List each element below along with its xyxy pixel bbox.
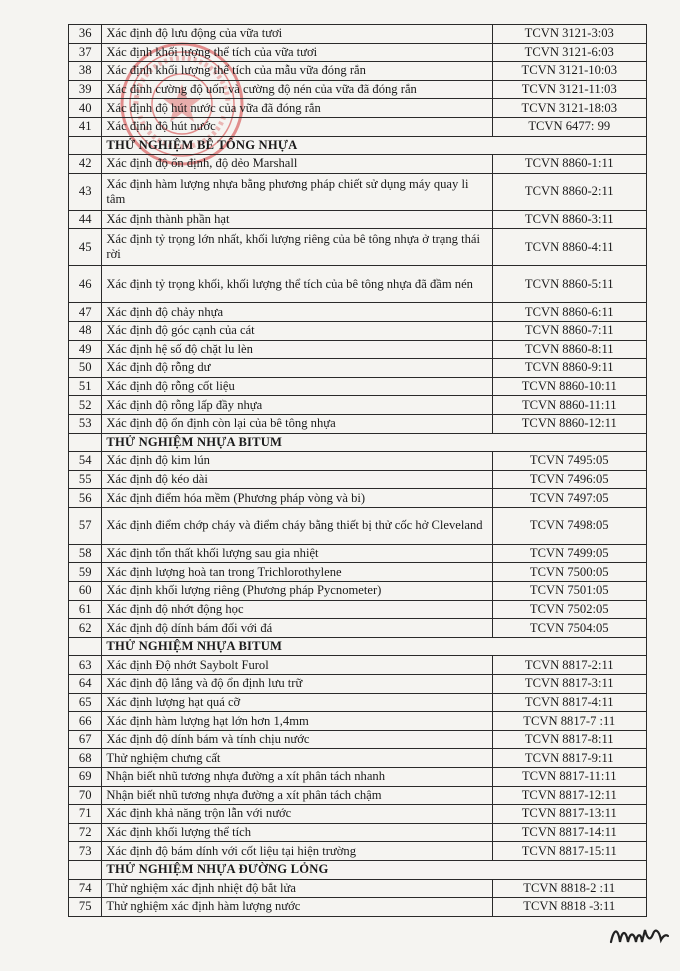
test-description: Xác định hệ số độ chặt lu lèn [102, 340, 492, 359]
section-title: THỬ NGHIỆM BÊ TÔNG NHỰA [102, 136, 647, 155]
table-row [69, 396, 647, 415]
row-number: 63 [69, 656, 102, 675]
row-number: 56 [69, 489, 102, 508]
test-description: Xác định độ rỗng cốt liệu [102, 377, 492, 396]
standard-code: TCVN 7499:05 [492, 544, 647, 563]
test-description: Xác định khối lượng thể tích của vữa tươi [102, 43, 492, 62]
section-title: THỬ NGHIỆM NHỰA BITUM [102, 637, 647, 656]
table-row [69, 563, 647, 582]
row-number: 43 [69, 173, 102, 210]
standard-code: TCVN 6477: 99 [492, 117, 647, 136]
test-description: Xác định độ kéo dài [102, 470, 492, 489]
standard-code: TCVN 8817-8:11 [492, 730, 647, 749]
table-row [69, 303, 647, 322]
row-number: 72 [69, 823, 102, 842]
standard-code: TCVN 8818 -3:11 [492, 898, 647, 917]
test-description: Xác định tỷ trọng lớn nhất, khối lượng riêng của bê tông nhựa ở trạng thái rời [102, 229, 492, 266]
test-description: Nhận biết nhũ tương nhựa đường a xít phân tách nhanh [102, 768, 492, 787]
standard-code: TCVN 7502:05 [492, 600, 647, 619]
test-description: Xác định độ hút nước [102, 117, 492, 136]
table-row [69, 712, 647, 731]
table-row [69, 414, 647, 433]
standard-code: TCVN 8860-2:11 [492, 173, 647, 210]
section-header-row [69, 136, 647, 155]
section-number-cell [69, 136, 102, 155]
table-row [69, 489, 647, 508]
row-number: 71 [69, 805, 102, 824]
standard-code: TCVN 7498:05 [492, 507, 647, 544]
test-description: Thử nghiệm xác định nhiệt độ bắt lửa [102, 879, 492, 898]
table-row [69, 879, 647, 898]
table-row [69, 507, 647, 544]
table-row [69, 898, 647, 917]
table-row [69, 675, 647, 694]
table-row [69, 340, 647, 359]
test-description: Xác định độ ổn định, độ dẻo Marshall [102, 155, 492, 174]
test-description: Xác định độ rỗng dư [102, 359, 492, 378]
standard-code: TCVN 8817-11:11 [492, 768, 647, 787]
test-description: Xác định độ góc cạnh của cát [102, 321, 492, 340]
test-description: Xác định điểm chớp cháy và điểm cháy bằng thiết bị thử cốc hở Cleveland [102, 507, 492, 544]
table-row [69, 805, 647, 824]
row-number: 58 [69, 544, 102, 563]
row-number: 48 [69, 321, 102, 340]
test-description: Thử nghiệm chưng cất [102, 749, 492, 768]
table-row [69, 656, 647, 675]
section-header-row [69, 860, 647, 879]
row-number: 46 [69, 266, 102, 303]
table-row [69, 582, 647, 601]
standard-code: TCVN 7504:05 [492, 619, 647, 638]
table-row [69, 99, 647, 118]
standard-code: TCVN 8817-4:11 [492, 693, 647, 712]
row-number: 64 [69, 675, 102, 694]
standard-code: TCVN 8817-14:11 [492, 823, 647, 842]
table-row [69, 173, 647, 210]
standard-code: TCVN 3121-3:03 [492, 25, 647, 44]
standard-code: TCVN 3121-18:03 [492, 99, 647, 118]
test-description: Xác định khối lượng thể tích [102, 823, 492, 842]
test-description: Xác định độ hút nước của vữa đã đóng rắn [102, 99, 492, 118]
table-row [69, 229, 647, 266]
table-row [69, 62, 647, 81]
test-description: Xác định khối lượng riêng (Phương pháp Pycnometer) [102, 582, 492, 601]
test-description: Xác định điểm hóa mềm (Phương pháp vòng và bi) [102, 489, 492, 508]
test-description: Xác định lượng hạt quá cỡ [102, 693, 492, 712]
standard-code: TCVN 7495:05 [492, 452, 647, 471]
standard-code: TCVN 3121-6:03 [492, 43, 647, 62]
row-number: 36 [69, 25, 102, 44]
test-description: Xác định độ bám dính với cốt liệu tại hiện trường [102, 842, 492, 861]
table-row [69, 693, 647, 712]
test-description: Xác định độ rỗng lấp đầy nhựa [102, 396, 492, 415]
row-number: 53 [69, 414, 102, 433]
test-description: Xác định cường độ uốn và cường độ nén của vữa đã đóng rắn [102, 80, 492, 99]
table-row [69, 730, 647, 749]
standard-code: TCVN 8860-4:11 [492, 229, 647, 266]
table-row [69, 842, 647, 861]
table-row [69, 544, 647, 563]
test-description: Nhận biết nhũ tương nhựa đường a xít phân tách chậm [102, 786, 492, 805]
test-description: Thử nghiệm xác định hàm lượng nước [102, 898, 492, 917]
standard-code: TCVN 8860-10:11 [492, 377, 647, 396]
table-row [69, 155, 647, 174]
test-description: Xác định hàm lượng nhựa bằng phương pháp chiết sử dụng máy quay li tâm [102, 173, 492, 210]
standard-code: TCVN 8817-3:11 [492, 675, 647, 694]
row-number: 57 [69, 507, 102, 544]
table-row [69, 321, 647, 340]
table-row [69, 768, 647, 787]
standard-code: TCVN 8817-7 :11 [492, 712, 647, 731]
table-row [69, 25, 647, 44]
standard-code: TCVN 3121-10:03 [492, 62, 647, 81]
test-description: Xác định độ ổn định còn lại của bê tông nhựa [102, 414, 492, 433]
row-number: 45 [69, 229, 102, 266]
standard-code: TCVN 8860-9:11 [492, 359, 647, 378]
test-description: Xác định độ dính bám đối với đá [102, 619, 492, 638]
standard-code: TCVN 8817-13:11 [492, 805, 647, 824]
row-number: 37 [69, 43, 102, 62]
table-row [69, 210, 647, 229]
test-description: Xác định hàm lượng hạt lớn hơn 1,4mm [102, 712, 492, 731]
test-description: Xác định độ dính bám và tính chịu nước [102, 730, 492, 749]
row-number: 54 [69, 452, 102, 471]
row-number: 73 [69, 842, 102, 861]
table-row [69, 80, 647, 99]
test-description: Xác định độ lưu động của vữa tươi [102, 25, 492, 44]
table-row [69, 470, 647, 489]
row-number: 67 [69, 730, 102, 749]
section-title: THỬ NGHIỆM NHỰA BITUM [102, 433, 647, 452]
table-row [69, 823, 647, 842]
section-header-row [69, 637, 647, 656]
handwritten-signature [609, 918, 669, 948]
table-row [69, 749, 647, 768]
test-description: Xác định độ nhớt động học [102, 600, 492, 619]
test-description: Xác định khả năng trộn lẫn với nước [102, 805, 492, 824]
table-row [69, 786, 647, 805]
section-number-cell [69, 637, 102, 656]
test-description: Xác định thành phần hạt [102, 210, 492, 229]
standard-code: TCVN 7500:05 [492, 563, 647, 582]
row-number: 50 [69, 359, 102, 378]
row-number: 52 [69, 396, 102, 415]
row-number: 51 [69, 377, 102, 396]
row-number: 44 [69, 210, 102, 229]
standard-code: TCVN 8817-9:11 [492, 749, 647, 768]
standard-code: TCVN 8817-12:11 [492, 786, 647, 805]
standard-code: TCVN 8860-6:11 [492, 303, 647, 322]
standard-code: TCVN 8818-2 :11 [492, 879, 647, 898]
row-number: 65 [69, 693, 102, 712]
section-number-cell [69, 860, 102, 879]
section-header-row [69, 433, 647, 452]
row-number: 70 [69, 786, 102, 805]
standard-code: TCVN 8860-5:11 [492, 266, 647, 303]
table-row [69, 600, 647, 619]
row-number: 41 [69, 117, 102, 136]
test-description: Xác định độ kim lún [102, 452, 492, 471]
test-description: Xác định tổn thất khối lượng sau gia nhiệt [102, 544, 492, 563]
table-row [69, 452, 647, 471]
row-number: 40 [69, 99, 102, 118]
test-description: Xác định Độ nhớt Saybolt Furol [102, 656, 492, 675]
table-row [69, 619, 647, 638]
standard-code: TCVN 8860-3:11 [492, 210, 647, 229]
test-description: Xác định khối lượng thể tích của mẫu vữa đóng rắn [102, 62, 492, 81]
row-number: 74 [69, 879, 102, 898]
test-description: Xác định tỷ trọng khối, khối lượng thể tích của bê tông nhựa đã đầm nén [102, 266, 492, 303]
row-number: 49 [69, 340, 102, 359]
row-number: 75 [69, 898, 102, 917]
table-row [69, 266, 647, 303]
row-number: 69 [69, 768, 102, 787]
row-number: 68 [69, 749, 102, 768]
table-row [69, 377, 647, 396]
table-row [69, 359, 647, 378]
test-description: Xác định độ chảy nhựa [102, 303, 492, 322]
standard-code: TCVN 7501:05 [492, 582, 647, 601]
standard-code: TCVN 8860-11:11 [492, 396, 647, 415]
standard-code: TCVN 8860-7:11 [492, 321, 647, 340]
standard-code: TCVN 8860-8:11 [492, 340, 647, 359]
row-number: 61 [69, 600, 102, 619]
test-description: Xác định lượng hoà tan trong Trichlorothylene [102, 563, 492, 582]
row-number: 60 [69, 582, 102, 601]
standard-code: TCVN 8860-12:11 [492, 414, 647, 433]
row-number: 42 [69, 155, 102, 174]
section-number-cell [69, 433, 102, 452]
standard-code: TCVN 8817-2:11 [492, 656, 647, 675]
row-number: 59 [69, 563, 102, 582]
row-number: 62 [69, 619, 102, 638]
row-number: 55 [69, 470, 102, 489]
row-number: 38 [69, 62, 102, 81]
row-number: 66 [69, 712, 102, 731]
standard-code: TCVN 3121-11:03 [492, 80, 647, 99]
row-number: 39 [69, 80, 102, 99]
table-row [69, 117, 647, 136]
standard-code: TCVN 8817-15:11 [492, 842, 647, 861]
standard-code: TCVN 7497:05 [492, 489, 647, 508]
row-number: 47 [69, 303, 102, 322]
table-row [69, 43, 647, 62]
test-description: Xác định độ lắng và độ ổn định lưu trữ [102, 675, 492, 694]
standard-code: TCVN 7496:05 [492, 470, 647, 489]
test-standards-table [68, 24, 647, 917]
standard-code: TCVN 8860-1:11 [492, 155, 647, 174]
section-title: THỬ NGHIỆM NHỰA ĐƯỜNG LỎNG [102, 860, 647, 879]
